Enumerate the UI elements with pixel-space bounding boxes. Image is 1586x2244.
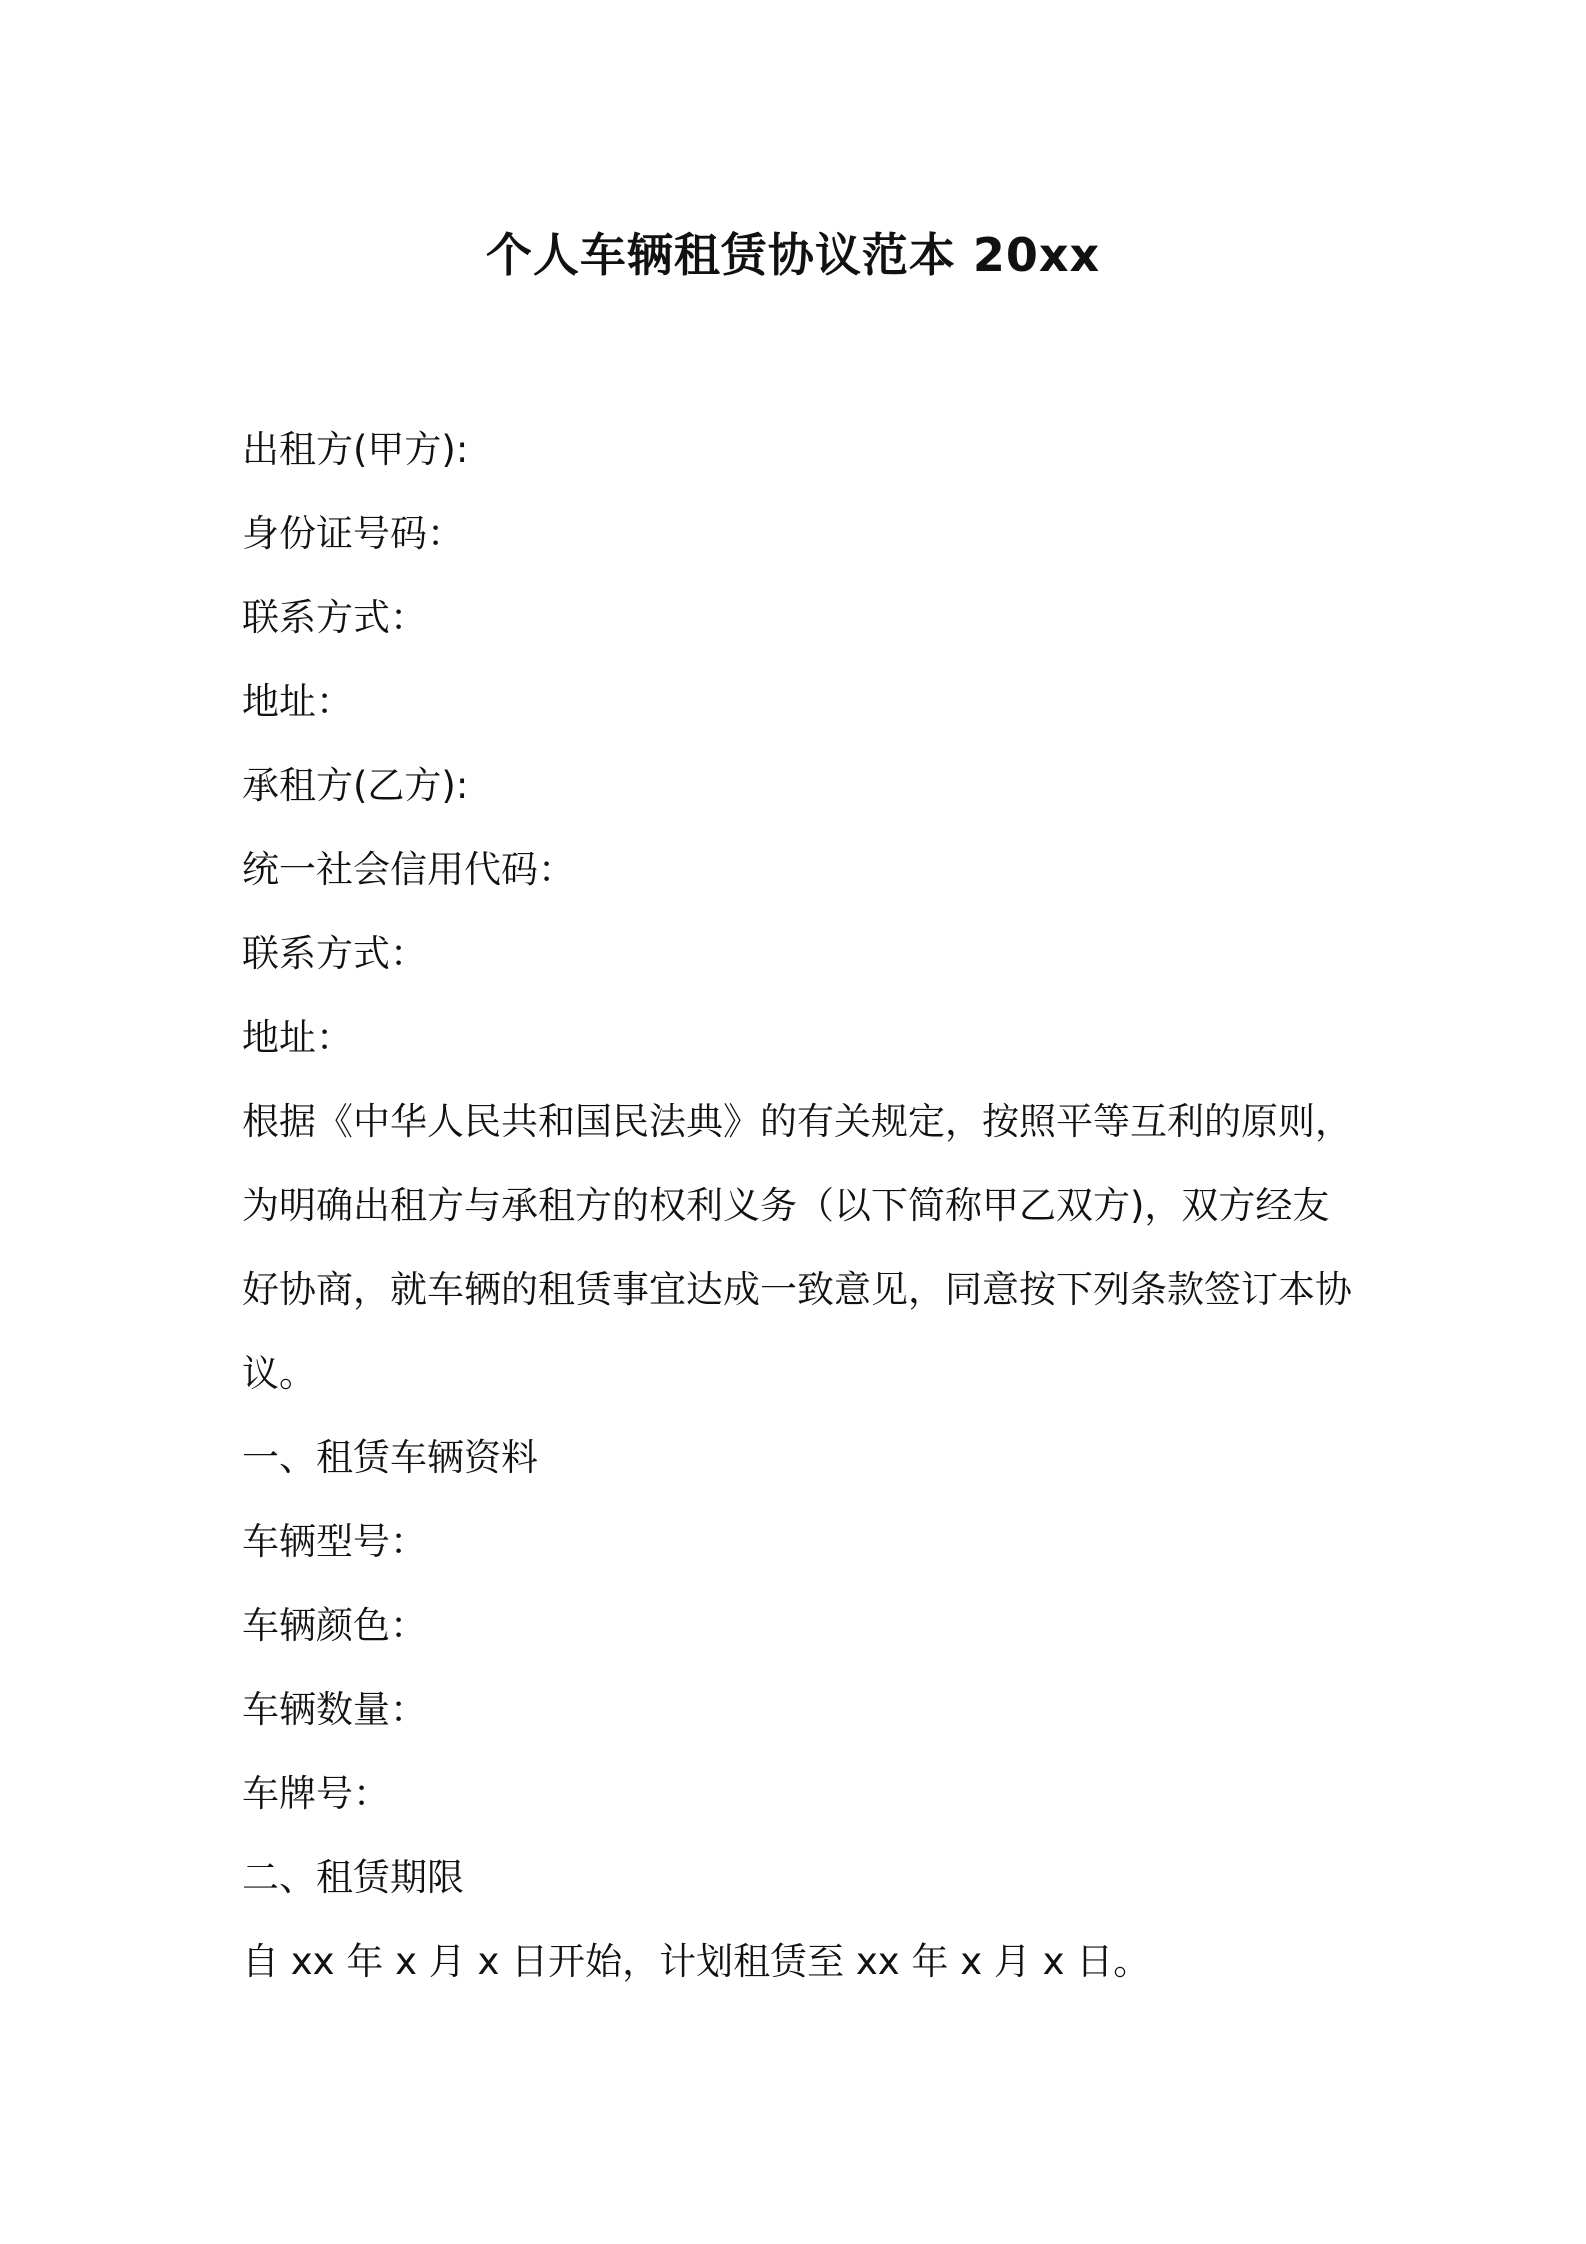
lease-term-text: 自 xx 年 x 月 x 日开始，计划租赁至 xx 年 x 月 x 日。 (242, 1940, 1151, 1983)
lessee-credit-code-label: 统一社会信用代码： (242, 848, 575, 891)
preamble-paragraph: 根据《中华人民共和国民法典》的有关规定，按照平等互利的原则， 为明确出租方与承租方的权利义务（以下简称甲乙双方)，双方经友 好协商，就车辆的租赁事宜达成一致意见，同意按下列条款签订本协 议。 (242, 1100, 1352, 1395)
lessor-label: 出租方(甲方): (242, 428, 469, 471)
document-body (242, 408, 1362, 2004)
lessor-contact-label: 联系方式： (242, 596, 427, 639)
section-1-heading: 一、租赁车辆资料 (242, 1436, 538, 1479)
lessee-label: 承租方(乙方): (242, 764, 469, 807)
lessor-id-label: 身份证号码： (242, 512, 464, 555)
vehicle-color-label: 车辆颜色： (242, 1604, 427, 1647)
vehicle-quantity-label: 车辆数量： (242, 1688, 427, 1731)
plate-number-label: 车牌号： (242, 1772, 390, 1815)
document-title: 个人车辆租赁协议范本 20xx (485, 228, 1101, 282)
section-2-heading: 二、租赁期限 (242, 1856, 464, 1899)
vehicle-model-label: 车辆型号： (242, 1520, 427, 1563)
lessee-contact-label: 联系方式： (242, 932, 427, 975)
lessor-address-label: 地址： (242, 680, 353, 723)
lessee-address-label: 地址： (242, 1016, 353, 1059)
